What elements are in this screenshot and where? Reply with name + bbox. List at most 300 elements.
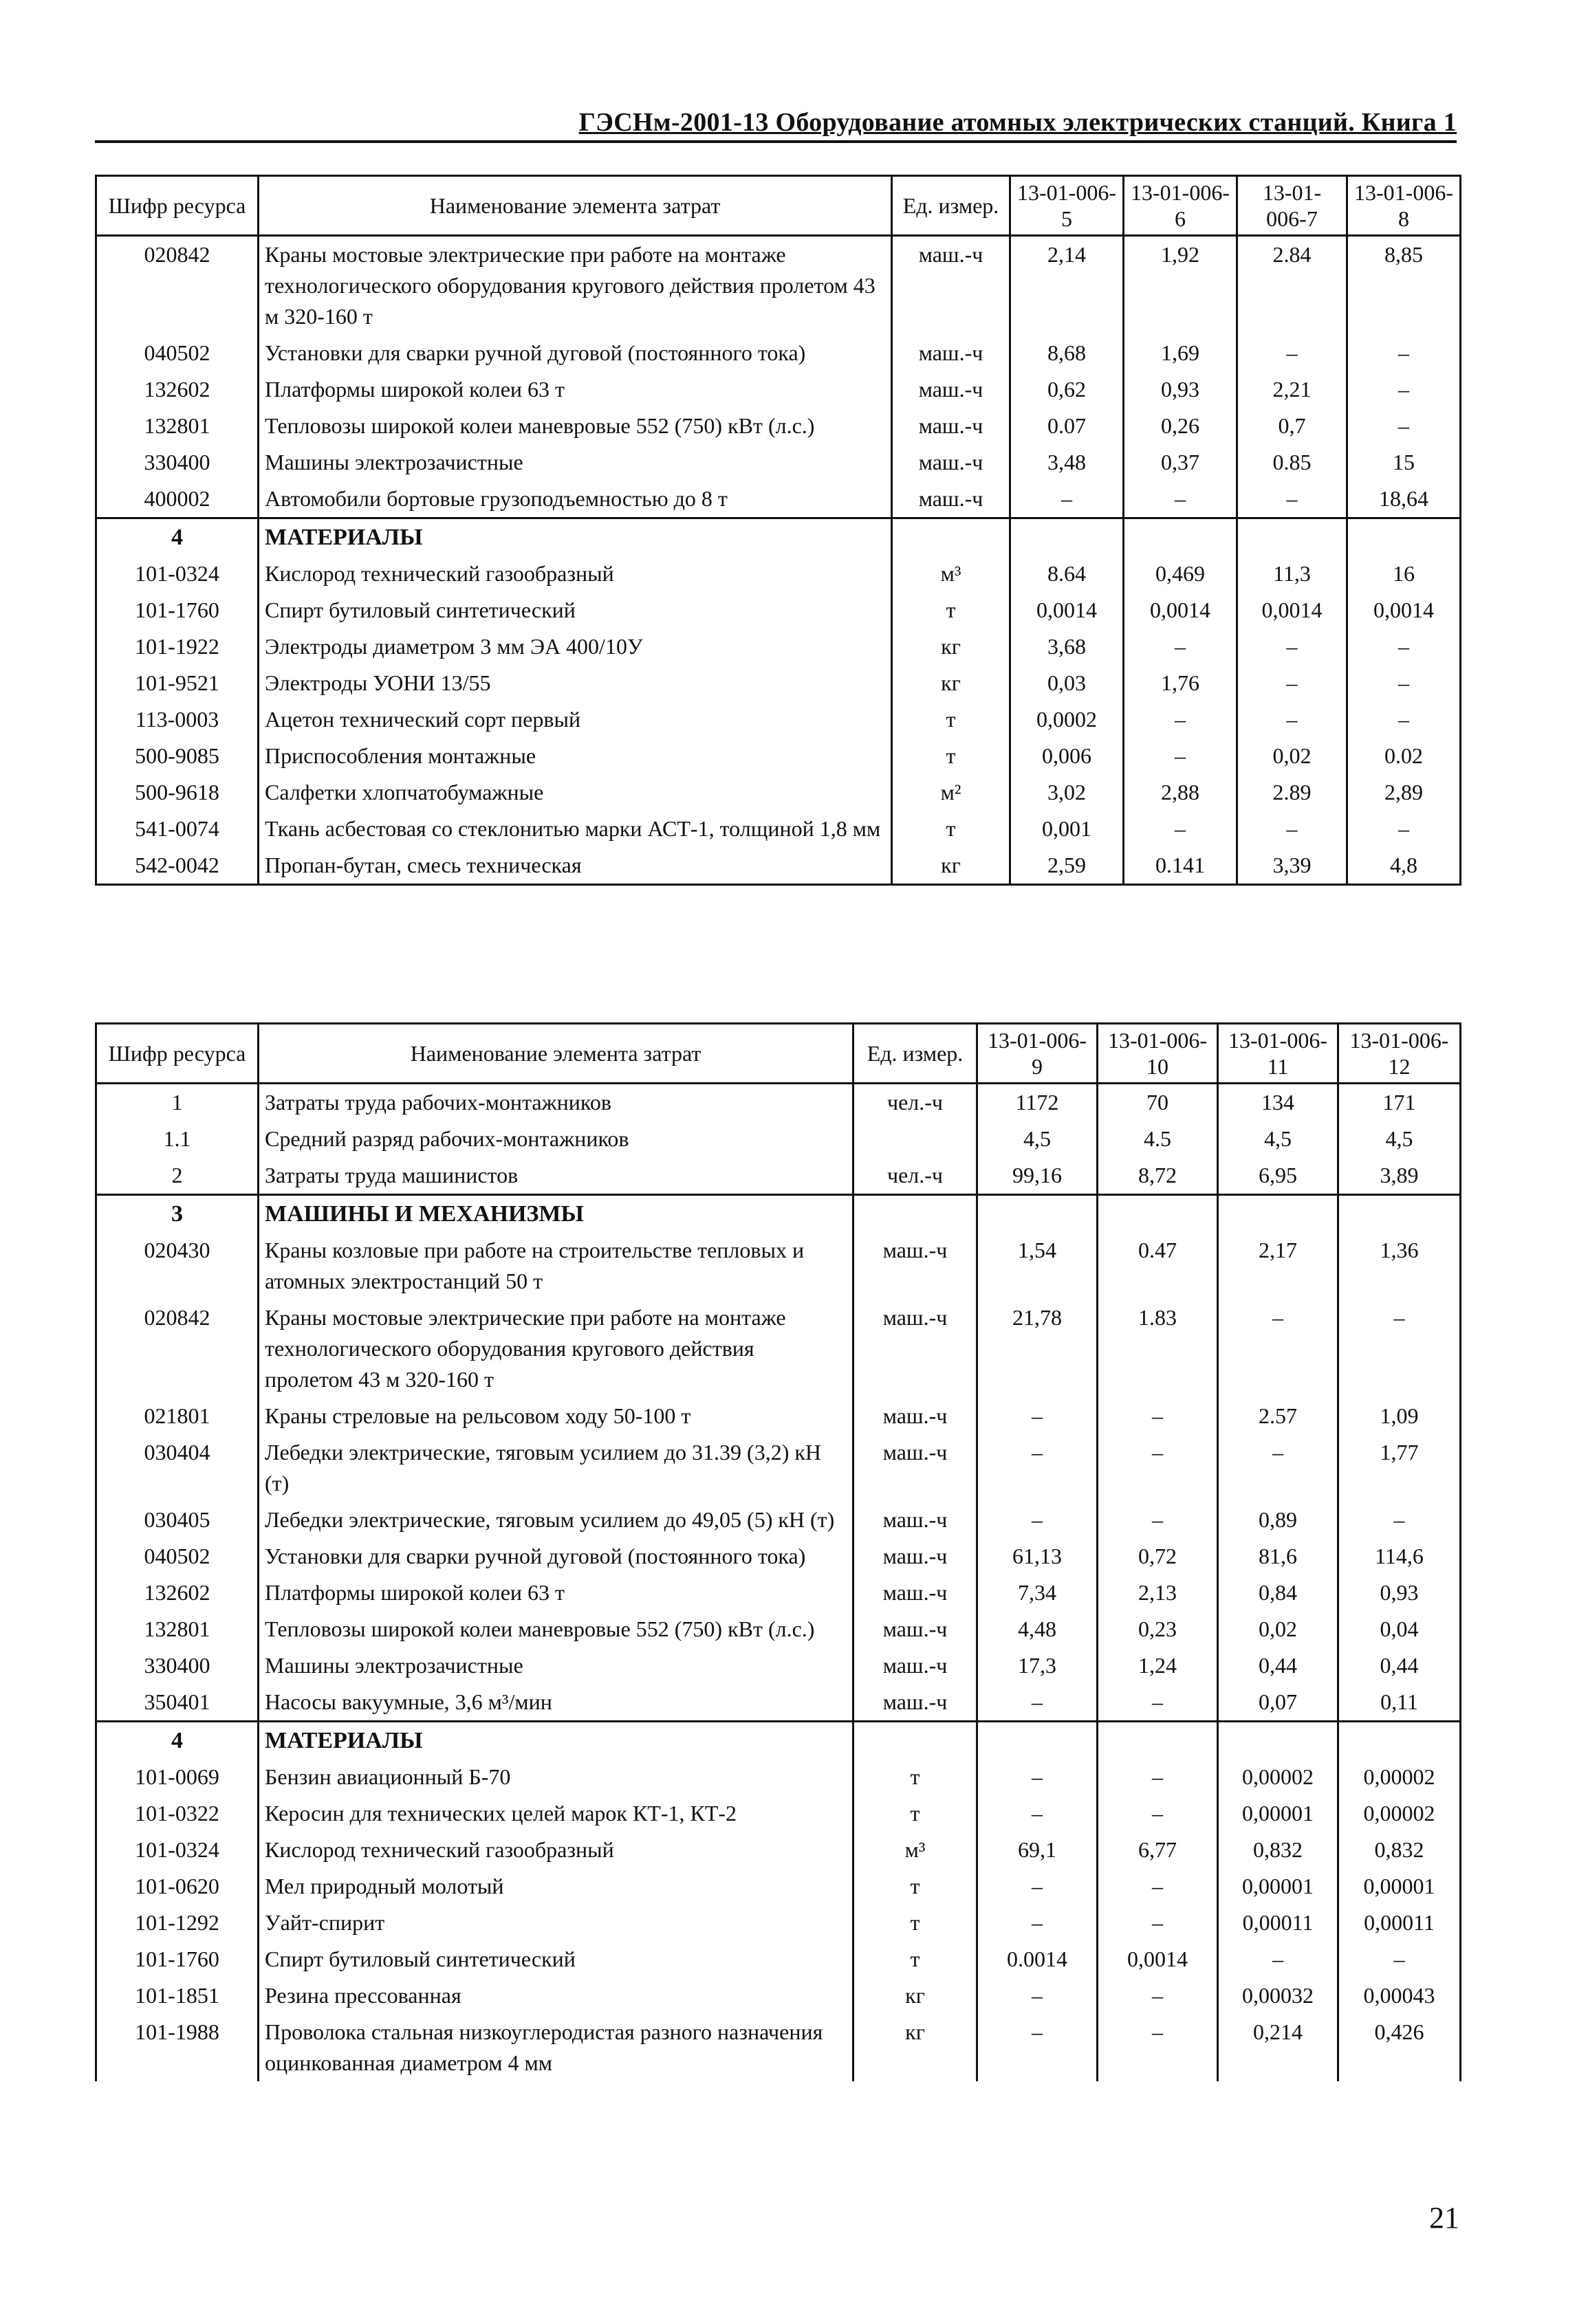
value-cell (1338, 1722, 1461, 1760)
cost-element-name-cell: Салфетки хлопчатобумажные (259, 774, 892, 811)
value-cell: 18,64 (1347, 481, 1461, 518)
unit-cell: кг (853, 1977, 977, 2014)
cost-element-name-cell: Средний разряд рабочих-монтажников (259, 1121, 853, 1157)
cost-element-name-cell: Электроды диаметром 3 мм ЭА 400/10У (259, 628, 892, 665)
table-row (96, 774, 1461, 811)
resource-code-cell: 113-0003 (96, 701, 259, 738)
value-cell: 21,78 (977, 1300, 1098, 1398)
unit-cell: маш.-ч (892, 444, 1010, 481)
value-cell: 0,02 (1237, 738, 1347, 774)
resource-code-cell: 030405 (96, 1502, 259, 1538)
cost-element-name-cell: Автомобили бортовые грузоподъемностью до 8 т (259, 481, 892, 518)
value-cell: 0,832 (1218, 1832, 1338, 1868)
table-row (96, 1434, 1461, 1502)
value-cell: – (1098, 1759, 1218, 1795)
unit-cell: чел.-ч (853, 1157, 977, 1195)
unit-cell: кг (853, 2014, 977, 2081)
table-row (96, 335, 1461, 371)
value-cell: 6,77 (1098, 1832, 1218, 1868)
table-row (96, 1502, 1461, 1538)
value-cell: – (1010, 481, 1124, 518)
value-cell: 8,68 (1010, 335, 1124, 371)
value-cell: 134 (1218, 1084, 1338, 1121)
value-cell: 1,77 (1338, 1434, 1461, 1502)
value-cell: – (977, 1759, 1098, 1795)
value-cell: 0,0014 (1237, 592, 1347, 628)
resource-code-cell: 101-0069 (96, 1759, 259, 1795)
cost-element-name-cell: Приспособления монтажные (259, 738, 892, 774)
value-cell: 1,54 (977, 1232, 1098, 1300)
value-cell: 16 (1347, 556, 1461, 592)
value-cell: 0,00002 (1338, 1795, 1461, 1832)
value-cell: 0.85 (1237, 444, 1347, 481)
unit-cell: м³ (892, 556, 1010, 592)
value-cell: – (977, 1795, 1098, 1832)
resource-code-cell: 020842 (96, 1300, 259, 1398)
resource-code-cell: 101-1988 (96, 2014, 259, 2081)
resource-code-cell: 101-1760 (96, 1941, 259, 1977)
value-cell: 0,04 (1338, 1611, 1461, 1647)
table-row (96, 1941, 1461, 1977)
value-cell: 81,6 (1218, 1538, 1338, 1575)
resource-code-cell: 330400 (96, 1647, 259, 1684)
value-cell: 1172 (977, 1084, 1098, 1121)
value-cell: 1,69 (1124, 335, 1237, 371)
table-row (96, 1300, 1461, 1398)
value-cell: 11,3 (1237, 556, 1347, 592)
table-row (96, 1832, 1461, 1868)
value-cell: 0,469 (1124, 556, 1237, 592)
unit-cell: маш.-ч (892, 408, 1010, 444)
cost-element-name-cell: Керосин для технических целей марок КТ-1, КТ-2 (259, 1795, 853, 1832)
value-cell: – (1237, 701, 1347, 738)
value-cell: 0,0014 (1347, 592, 1461, 628)
cost-element-name-cell: Тепловозы широкой колеи маневровые 552 (750) кВт (л.с.) (259, 408, 892, 444)
unit-cell: маш.-ч (853, 1538, 977, 1575)
resource-table-2 (95, 1022, 1461, 2081)
value-cell: – (1347, 628, 1461, 665)
unit-cell: т (853, 1941, 977, 1977)
value-cell: – (1338, 1502, 1461, 1538)
value-cell: 0,00043 (1338, 1977, 1461, 2014)
value-cell: 4,5 (1338, 1121, 1461, 1157)
table-row (96, 628, 1461, 665)
cost-element-name-cell: Платформы широкой колеи 63 т (259, 1575, 853, 1611)
value-cell: 1.83 (1098, 1300, 1218, 1398)
value-cell: 99,16 (977, 1157, 1098, 1195)
value-cell: 0,00011 (1338, 1905, 1461, 1941)
value-cell: 15 (1347, 444, 1461, 481)
resource-code-cell: 3 (96, 1195, 259, 1233)
resource-code-cell: 4 (96, 1722, 259, 1760)
value-cell (1010, 518, 1124, 556)
cost-element-name-cell: Электроды УОНИ 13/55 (259, 665, 892, 701)
value-cell: 114,6 (1338, 1538, 1461, 1575)
value-cell: – (1347, 665, 1461, 701)
cost-element-name-cell: Ацетон технический сорт первый (259, 701, 892, 738)
cost-element-name-cell: МАТЕРИАЛЫ (259, 1722, 853, 1760)
unit-cell: маш.-ч (853, 1300, 977, 1398)
value-cell: 61,13 (977, 1538, 1098, 1575)
unit-cell: т (853, 1905, 977, 1941)
cost-element-name-cell: Пропан-бутан, смесь техническая (259, 847, 892, 885)
value-cell (1098, 1722, 1218, 1760)
resource-code-cell: 020430 (96, 1232, 259, 1300)
value-cell: – (1098, 1434, 1218, 1502)
value-cell: – (1347, 701, 1461, 738)
resource-code-cell: 400002 (96, 481, 259, 518)
value-cell: 1,92 (1124, 236, 1237, 336)
table-row (96, 1121, 1461, 1157)
value-cell (977, 1722, 1098, 1760)
unit-cell: т (892, 738, 1010, 774)
value-cell: 2,21 (1237, 371, 1347, 408)
unit-cell: маш.-ч (892, 371, 1010, 408)
unit-cell: т (892, 701, 1010, 738)
section-row (96, 1195, 1461, 1233)
table-row (96, 1575, 1461, 1611)
value-cell: – (1218, 1300, 1338, 1398)
unit-cell: т (892, 592, 1010, 628)
value-cell: 2,13 (1098, 1575, 1218, 1611)
value-cell (1098, 1195, 1218, 1233)
cost-element-name-cell: Тепловозы широкой колеи маневровые 552 (750) кВт (л.с.) (259, 1611, 853, 1647)
resource-code-cell: 132801 (96, 408, 259, 444)
value-cell: – (1124, 738, 1237, 774)
value-cell: 4,5 (1218, 1121, 1338, 1157)
value-cell: 3,68 (1010, 628, 1124, 665)
table-row (96, 592, 1461, 628)
resource-code-cell: 040502 (96, 1538, 259, 1575)
value-cell: 2.89 (1237, 774, 1347, 811)
resource-code-cell: 132602 (96, 371, 259, 408)
unit-cell: т (853, 1868, 977, 1905)
cost-element-name-cell: Машины электрозачистные (259, 444, 892, 481)
value-cell: – (1218, 1941, 1338, 1977)
page-header-title: ГЭСНм-2001-13 Оборудование атомных электрических станций. Книга 1 (578, 108, 1457, 137)
value-cell: 4,8 (1347, 847, 1461, 885)
table-row (96, 811, 1461, 847)
unit-cell: маш.-ч (853, 1434, 977, 1502)
resource-code-cell: 030404 (96, 1434, 259, 1502)
table-row (96, 481, 1461, 518)
value-cell: 0,00001 (1338, 1868, 1461, 1905)
page-header (95, 109, 1457, 143)
value-cell (1338, 1195, 1461, 1233)
unit-cell (853, 1121, 977, 1157)
unit-cell: маш.-ч (853, 1398, 977, 1434)
column-header: 13-01-006-10 (1098, 1024, 1218, 1084)
value-cell (1218, 1722, 1338, 1760)
resource-code-cell: 020842 (96, 236, 259, 336)
value-cell: 2,59 (1010, 847, 1124, 885)
column-header: 13-01-006-6 (1124, 176, 1237, 236)
value-cell: – (1347, 811, 1461, 847)
value-cell: – (977, 1502, 1098, 1538)
value-cell: 70 (1098, 1084, 1218, 1121)
cost-element-name-cell: Спирт бутиловый синтетический (259, 592, 892, 628)
value-cell: 0,07 (1218, 1684, 1338, 1722)
value-cell: – (1237, 628, 1347, 665)
table-row (96, 1684, 1461, 1722)
resource-code-cell: 101-0324 (96, 1832, 259, 1868)
value-cell: 0,00001 (1218, 1795, 1338, 1832)
cost-element-name-cell: Платформы широкой колеи 63 т (259, 371, 892, 408)
value-cell (1124, 518, 1237, 556)
value-cell: 0.141 (1124, 847, 1237, 885)
column-header: Шифр ресурса (96, 176, 259, 236)
value-cell: 3,48 (1010, 444, 1124, 481)
cost-element-name-cell: Краны мостовые электрические при работе на монтаже технологического оборудования кругового действия пролетом 43 м 320-160 т (259, 1300, 853, 1398)
table-row (96, 408, 1461, 444)
resource-code-cell: 542-0042 (96, 847, 259, 885)
unit-cell: маш.-ч (892, 335, 1010, 371)
table-row (96, 1977, 1461, 2014)
cost-element-name-cell: МАШИНЫ И МЕХАНИЗМЫ (259, 1195, 853, 1233)
cost-element-name-cell: Машины электрозачистные (259, 1647, 853, 1684)
table-row (96, 1795, 1461, 1832)
value-cell: 0,93 (1124, 371, 1237, 408)
cost-element-name-cell: Лебедки электрические, тяговым усилием до 31.39 (3,2) кН (т) (259, 1434, 853, 1502)
resource-code-cell: 101-0322 (96, 1795, 259, 1832)
column-header: Шифр ресурса (96, 1024, 259, 1084)
page-number: 21 (1429, 2201, 1459, 2235)
unit-cell: маш.-ч (892, 236, 1010, 336)
value-cell: – (1347, 371, 1461, 408)
unit-cell: кг (892, 628, 1010, 665)
cost-element-name-cell: Мел природный молотый (259, 1868, 853, 1905)
cost-element-name-cell: Затраты труда рабочих-монтажников (259, 1084, 853, 1121)
table-header-row (96, 176, 1461, 236)
value-cell: – (1098, 1795, 1218, 1832)
value-cell: – (1098, 1977, 1218, 2014)
table-row (96, 1232, 1461, 1300)
value-cell: – (1237, 481, 1347, 518)
value-cell: 6,95 (1218, 1157, 1338, 1195)
column-header: 13-01-006-9 (977, 1024, 1098, 1084)
value-cell: – (1338, 1300, 1461, 1398)
value-cell: 0,832 (1338, 1832, 1461, 1868)
resource-code-cell: 132602 (96, 1575, 259, 1611)
table-row (96, 1538, 1461, 1575)
table-row (96, 1157, 1461, 1195)
value-cell: 0,426 (1338, 2014, 1461, 2081)
value-cell (1347, 518, 1461, 556)
value-cell: – (977, 2014, 1098, 2081)
unit-cell: маш.-ч (853, 1684, 977, 1722)
value-cell: 0,62 (1010, 371, 1124, 408)
value-cell: 0,93 (1338, 1575, 1461, 1611)
cost-element-name-cell: Уайт-спирит (259, 1905, 853, 1941)
column-header: Наименование элемента затрат (259, 1024, 853, 1084)
table-row (96, 2014, 1461, 2081)
value-cell: 69,1 (977, 1832, 1098, 1868)
value-cell: 2.84 (1237, 236, 1347, 336)
value-cell: 0,001 (1010, 811, 1124, 847)
value-cell: 0.0014 (977, 1941, 1098, 1977)
cost-element-name-cell: Лебедки электрические, тяговым усилием до 49,05 (5) кН (т) (259, 1502, 853, 1538)
value-cell: – (1098, 1905, 1218, 1941)
unit-cell: чел.-ч (853, 1084, 977, 1121)
value-cell: 7,34 (977, 1575, 1098, 1611)
value-cell (1218, 1195, 1338, 1233)
value-cell: 1,09 (1338, 1398, 1461, 1434)
value-cell: 2,17 (1218, 1232, 1338, 1300)
cost-element-name-cell: Ткань асбестовая со стеклонитью марки АСТ-1, толщиной 1,8 мм (259, 811, 892, 847)
resource-code-cell: 040502 (96, 335, 259, 371)
value-cell: 4,48 (977, 1611, 1098, 1647)
value-cell: – (977, 1434, 1098, 1502)
value-cell: – (1098, 1502, 1218, 1538)
value-cell: 4.5 (1098, 1121, 1218, 1157)
resource-code-cell: 541-0074 (96, 811, 259, 847)
value-cell: 0,72 (1098, 1538, 1218, 1575)
resource-code-cell: 101-0620 (96, 1868, 259, 1905)
unit-cell: маш.-ч (853, 1502, 977, 1538)
value-cell: 1,24 (1098, 1647, 1218, 1684)
resource-code-cell: 101-9521 (96, 665, 259, 701)
value-cell: 0,26 (1124, 408, 1237, 444)
column-header: 13-01-006-7 (1237, 176, 1347, 236)
value-cell: – (977, 1684, 1098, 1722)
value-cell (1237, 518, 1347, 556)
value-cell: 0,7 (1237, 408, 1347, 444)
value-cell: – (1218, 1434, 1338, 1502)
value-cell: – (1098, 2014, 1218, 2081)
table-row (96, 1611, 1461, 1647)
table-row (96, 1868, 1461, 1905)
resource-code-cell: 330400 (96, 444, 259, 481)
value-cell: 0,0014 (1124, 592, 1237, 628)
table-row (96, 1759, 1461, 1795)
value-cell: 0,03 (1010, 665, 1124, 701)
cost-element-name-cell: Кислород технический газообразный (259, 556, 892, 592)
resource-code-cell: 2 (96, 1157, 259, 1195)
unit-cell: м² (892, 774, 1010, 811)
unit-cell: кг (892, 847, 1010, 885)
cost-element-name-cell: Установки для сварки ручной дуговой (постоянного тока) (259, 1538, 853, 1575)
table-row (96, 1398, 1461, 1434)
column-header: Ед. измер. (853, 1024, 977, 1084)
table-row (96, 847, 1461, 885)
value-cell: – (977, 1868, 1098, 1905)
value-cell: 8.64 (1010, 556, 1124, 592)
table-row (96, 701, 1461, 738)
value-cell: 0,00032 (1218, 1977, 1338, 2014)
value-cell: – (1338, 1941, 1461, 1977)
cost-element-name-cell: Бензин авиационный Б-70 (259, 1759, 853, 1795)
column-header: 13-01-006-12 (1338, 1024, 1461, 1084)
table-row (96, 1647, 1461, 1684)
table-row (96, 444, 1461, 481)
cost-element-name-cell: Резина прессованная (259, 1977, 853, 2014)
cost-element-name-cell: МАТЕРИАЛЫ (259, 518, 892, 556)
table-row (96, 1905, 1461, 1941)
resource-code-cell: 021801 (96, 1398, 259, 1434)
value-cell: – (977, 1905, 1098, 1941)
resource-code-cell: 500-9618 (96, 774, 259, 811)
value-cell: – (1124, 811, 1237, 847)
resource-code-cell: 101-1760 (96, 592, 259, 628)
value-cell: 0,0014 (1010, 592, 1124, 628)
cost-element-name-cell: Краны стреловые на рельсовом ходу 50-100 т (259, 1398, 853, 1434)
value-cell: 0,89 (1218, 1502, 1338, 1538)
section-row (96, 518, 1461, 556)
cost-element-name-cell: Проволока стальная низкоуглеродистая разного назначения оцинкованная диаметром 4 мм (259, 2014, 853, 2081)
value-cell: 0,00011 (1218, 1905, 1338, 1941)
resource-code-cell: 101-1292 (96, 1905, 259, 1941)
unit-cell (853, 1722, 977, 1760)
unit-cell: маш.-ч (853, 1232, 977, 1300)
resource-code-cell: 101-1851 (96, 1977, 259, 2014)
value-cell: 0,00002 (1338, 1759, 1461, 1795)
value-cell: 0,214 (1218, 2014, 1338, 2081)
resource-code-cell: 132801 (96, 1611, 259, 1647)
column-header: 13-01-006-5 (1010, 176, 1124, 236)
table-header-row (96, 1024, 1461, 1084)
value-cell: – (1124, 481, 1237, 518)
unit-cell: маш.-ч (853, 1611, 977, 1647)
value-cell: 0,23 (1098, 1611, 1218, 1647)
cost-element-name-cell: Кислород технический газообразный (259, 1832, 853, 1868)
value-cell: – (977, 1977, 1098, 2014)
cost-element-name-cell: Спирт бутиловый синтетический (259, 1941, 853, 1977)
column-header: 13-01-006-8 (1347, 176, 1461, 236)
value-cell: 1,76 (1124, 665, 1237, 701)
value-cell: 3,89 (1338, 1157, 1461, 1195)
value-cell: 3,39 (1237, 847, 1347, 885)
cost-element-name-cell: Краны мостовые электрические при работе на монтаже технологического оборудования кругового действия пролетом 43 м 320-160 т (259, 236, 892, 336)
resource-code-cell: 500-9085 (96, 738, 259, 774)
value-cell: 0,00002 (1218, 1759, 1338, 1795)
unit-cell: маш.-ч (853, 1647, 977, 1684)
value-cell: 0,11 (1338, 1684, 1461, 1722)
value-cell: 0.07 (1010, 408, 1124, 444)
value-cell: 171 (1338, 1084, 1461, 1121)
value-cell: 3,02 (1010, 774, 1124, 811)
value-cell: – (1098, 1398, 1218, 1434)
value-cell: – (1124, 701, 1237, 738)
value-cell: 0,37 (1124, 444, 1237, 481)
table-row (96, 371, 1461, 408)
column-header: 13-01-006-11 (1218, 1024, 1338, 1084)
value-cell: 17,3 (977, 1647, 1098, 1684)
unit-cell: м³ (853, 1832, 977, 1868)
value-cell: – (1347, 335, 1461, 371)
value-cell: 0,44 (1338, 1647, 1461, 1684)
value-cell: – (1098, 1868, 1218, 1905)
unit-cell: маш.-ч (892, 481, 1010, 518)
value-cell: 0,84 (1218, 1575, 1338, 1611)
table-row (96, 738, 1461, 774)
value-cell: 8,85 (1347, 236, 1461, 336)
value-cell: 2.57 (1218, 1398, 1338, 1434)
value-cell: – (1124, 628, 1237, 665)
value-cell: 4,5 (977, 1121, 1098, 1157)
value-cell: – (1237, 811, 1347, 847)
table-row (96, 556, 1461, 592)
value-cell: – (1098, 1684, 1218, 1722)
value-cell: 1,36 (1338, 1232, 1461, 1300)
value-cell: – (1237, 335, 1347, 371)
unit-cell: т (853, 1795, 977, 1832)
value-cell: 0.47 (1098, 1232, 1218, 1300)
value-cell: 2,14 (1010, 236, 1124, 336)
value-cell: 2,88 (1124, 774, 1237, 811)
resource-code-cell: 4 (96, 518, 259, 556)
value-cell: – (1347, 408, 1461, 444)
value-cell: 0.02 (1347, 738, 1461, 774)
